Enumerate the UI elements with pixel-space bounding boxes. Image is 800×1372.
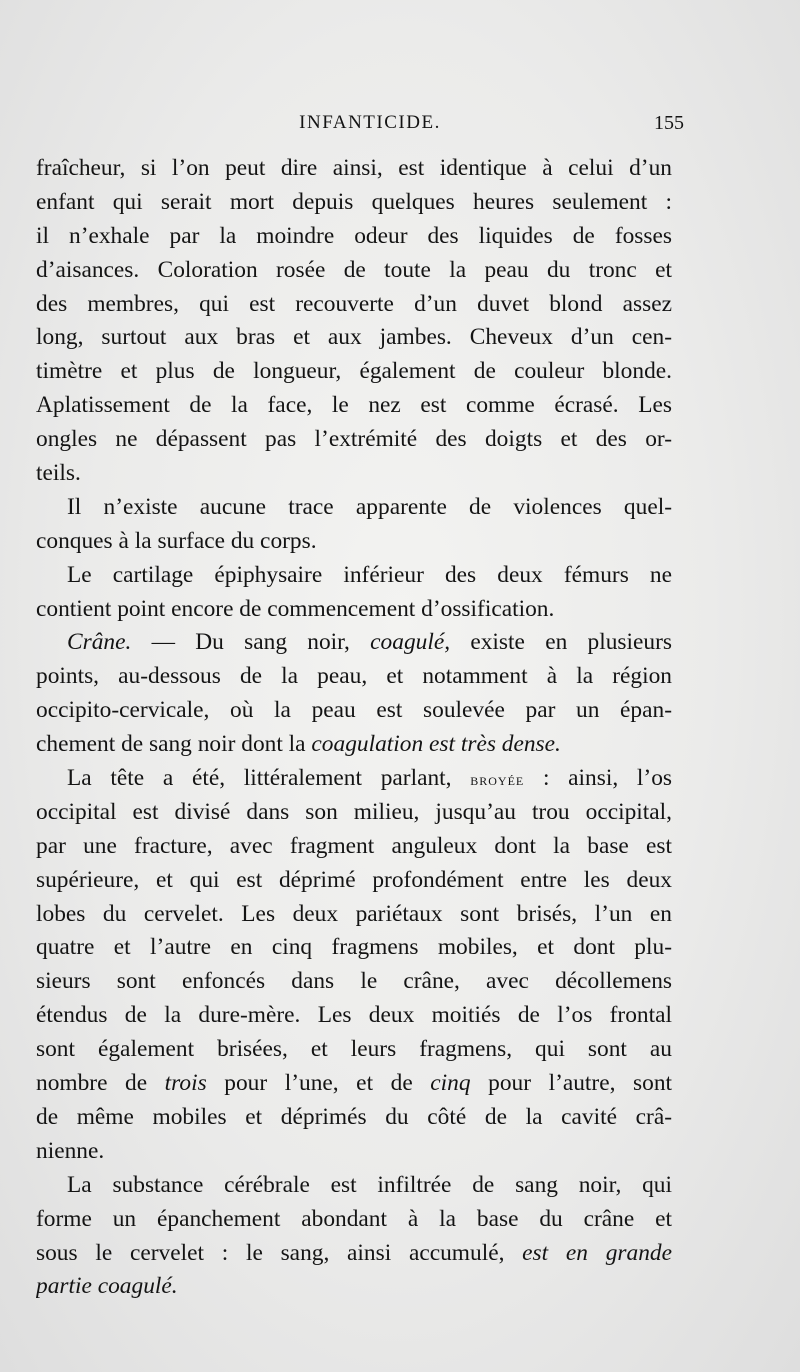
emphasis-text: partie coagulé. (36, 1273, 178, 1300)
line-text: chement de sang noir dont la (36, 731, 312, 758)
text-line (36, 1237, 672, 1271)
text-line: occipital est divisé dans son milieu, jusqu’au trou occipital, (36, 798, 672, 825)
text-line: par une fracture, avec fragment anguleux dont la base est (36, 832, 672, 859)
emphasis-text: coagulation est très dense. (311, 731, 561, 758)
text-line: enfant qui serait mort depuis quelques heures seulement : (36, 188, 672, 215)
text-line: forme un épanchement abondant à la base du crâne et (36, 1205, 672, 1232)
line-text: existe en plusieurs (450, 629, 672, 656)
text-line: d’aisances. Coloration rosée de toute la peau du tronc et (36, 256, 672, 283)
text-line: supérieure, et qui est déprimé profondément entre les deux (36, 866, 672, 893)
line-text: : ainsi, l’os (524, 765, 672, 792)
text-line: Le cartilage épiphysaire inférieur des deux fémurs ne (67, 561, 672, 588)
text-line: contient point encore de commencement d’ossification. (36, 595, 555, 622)
page-header (40, 112, 700, 142)
text-line: long, surtout aux bras et aux jambes. Cheveux d’un cen- (36, 324, 672, 351)
text-line: des membres, qui est recouverte d’un duvet blond assez (36, 290, 672, 317)
text-line: teils. (36, 460, 81, 487)
text-line: occipito-cervicale, où la peau est soulevée par un épan- (36, 697, 672, 724)
text-line: La substance cérébrale est infiltrée de sang noir, qui (67, 1171, 672, 1198)
text-line (36, 762, 672, 796)
emphasis-text: trois (164, 1070, 207, 1097)
text-line: ongles ne dépassent pas l’extrémité des doigts et des or- (36, 426, 672, 453)
text-line: sieurs sont enfoncés dans le crâne, avec décollemens (36, 968, 672, 995)
text-line: timètre et plus de longueur, également de couleur blonde. (36, 358, 672, 385)
text-line: il n’exhale par la moindre odeur des liquides de fosses (36, 222, 672, 249)
text-line: sont également brisées, et leurs fragmens, qui sont au (36, 1036, 672, 1063)
text-line: points, au-dessous de la peau, et notamment à la région (36, 663, 672, 690)
line-text: La tête a été, littéralement parlant, (67, 765, 471, 792)
emphasis-text: coagulé, (370, 629, 451, 656)
text-line: Aplatissement de la face, le nez est comme écrasé. Les (36, 392, 672, 419)
line-text: nombre de (36, 1070, 165, 1097)
text-line (36, 626, 672, 660)
text-line (36, 1270, 672, 1304)
running-title: INFANTICIDE. (299, 112, 441, 133)
page-number: 155 (654, 112, 684, 134)
text-line: étendus de la dure-mère. Les deux moitiés de l’os frontal (36, 1002, 672, 1029)
emphasis-text: cinq (430, 1070, 471, 1097)
text-line: de même mobiles et déprimés du côté de la cavité crâ- (36, 1103, 672, 1130)
line-text: — Du sang noir, (131, 629, 371, 656)
line-text: pour l’autre, sont (470, 1070, 672, 1097)
text-line: conques à la surface du corps. (36, 527, 317, 554)
text-line: fraîcheur, si l’on peut dire ainsi, est identique à celui d’un (36, 155, 672, 181)
text-line: quatre et l’autre en cinq fragmens mobiles, et dont plu- (36, 934, 672, 961)
body-text (36, 152, 672, 1304)
text-line (36, 1067, 672, 1101)
emphasis-text: est en grande (522, 1239, 672, 1266)
text-line: lobes du cervelet. Les deux pariétaux sont brisés, l’un en (36, 900, 672, 927)
line-text: sous le cervelet : le sang, ainsi accumulé, (36, 1239, 523, 1266)
small-caps-text: broyée (470, 770, 525, 790)
text-line (36, 728, 672, 762)
text-line: nienne. (36, 1137, 105, 1164)
text-line: Il n’existe aucune trace apparente de violences quel- (67, 493, 672, 520)
emphasis-text: Crâne. (67, 629, 132, 656)
line-text: pour l’une, et de (206, 1070, 431, 1097)
